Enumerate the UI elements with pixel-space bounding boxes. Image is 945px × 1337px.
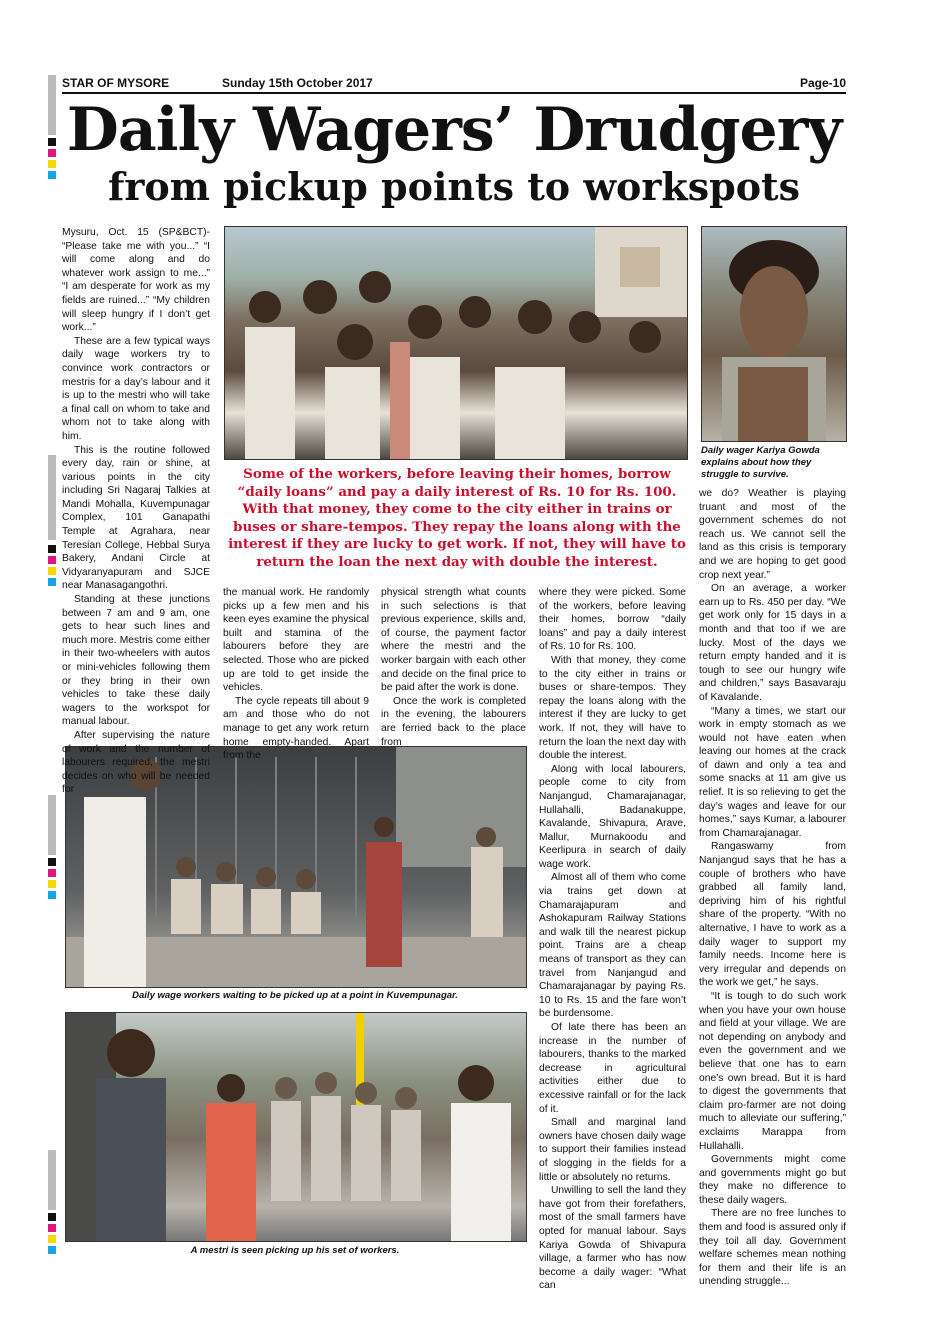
paragraph: Governments might come and governments might go but they make no difference to these daily wagers. xyxy=(699,1154,846,1206)
paragraph: There are no free lunches to them and food is assured only if they toil all day. Government welfare schemes mean nothing for them and their life is an unending struggle... xyxy=(699,1208,846,1288)
registration-mark xyxy=(48,858,56,866)
paragraph: Small and marginal land owners have chosen daily wage to support their families instead of slogging in the fields for a little or absolutely no returns. xyxy=(539,1117,686,1183)
article-column-2 xyxy=(223,586,369,763)
registration-mark xyxy=(48,138,56,146)
article-column-3 xyxy=(381,586,526,749)
photo-kariya-gowda xyxy=(701,226,847,442)
paragraph: Standing at these junctions between 7 am and 9 am, one gets to hear such lines and much more. Mestris come either in their two-wheelers with autos or mini-vehicles following them or they bring in their own vehicles to take these daily wagers to the workspot for manual labour. xyxy=(62,594,210,728)
registration-mark xyxy=(48,545,56,553)
registration-bar xyxy=(48,795,56,855)
registration-mark xyxy=(48,1213,56,1221)
caption-mestri: A mestri is seen picking up his set of workers. xyxy=(190,1245,400,1256)
registration-bar xyxy=(48,455,56,540)
headline: Daily Wagers’ Drudgery xyxy=(66,95,842,165)
article-column-1 xyxy=(62,226,210,797)
registration-mark xyxy=(48,567,56,575)
paragraph: With that money, they come to the city either in trains or buses or share-tempos. They repay the loans along with the interest if they are lucky to get work. If not, they will have to return the loan the next day with double the interest. xyxy=(539,654,686,762)
paragraph: Almost all of them who come via trains get down at Chamarajapuram and Ashokapuram Railway Stations and walk till the nearest pickup point. Trains are a cheap means of transport as they can travel from Nanjangud and Chamarajanagar by paying Rs. 10 to Rs. 15 and the fare won’t be burdensome. xyxy=(539,872,686,1020)
registration-mark xyxy=(48,556,56,564)
paragraph: Rangaswamy from Nanjangud says that he has a couple of brothers who have grabbed all family land, depriving him of his rightful share of the property. “With no alternative, I have to work as a daily wager to support my family needs. Income here is very irregular and depends on the work we get,” he says. xyxy=(699,841,846,989)
page-header xyxy=(62,75,846,94)
subheadline: from pickup points to workspots xyxy=(108,164,800,209)
paragraph: Unwilling to sell the land they have got from their forefathers, most of the small farmers have opted for manual labour. Says Kariya Gowda of Shivapura village, a farmer who has now become a daily wager: “What can xyxy=(539,1185,686,1292)
pull-quote: Some of the workers, before leaving their homes, borrow “daily loans” and pay a daily interest of Rs. 10 for Rs. 100. With that money, they come to the city either in trains or buses or share-tempos. They repay the loans along with the interest if they are lucky to get work. If not, they will have to return the loan the next day with double the interest. xyxy=(228,466,686,570)
registration-mark xyxy=(48,869,56,877)
paragraph: Mysuru, Oct. 15 (SP&BCT)- “Please take me with you...” “I will come along and do whatever work assign to me...” “I am desperate for work as my fields are ruined...” “My children will sleep hungry if I don’t get work...” xyxy=(62,227,210,334)
article-column-5 xyxy=(699,487,846,1289)
paragraph: where they were picked. Some of the workers, before leaving their homes, borrow “daily loans” and pay a daily interest of Rs. 10 for Rs. 100. xyxy=(539,587,686,653)
paragraph: physical strength what counts in such selections is that previous experience, skills and, of course, the payment factor where the mestri and the worker bargain with each other and decide on the final price to be paid after the work is done. xyxy=(381,587,526,694)
photo-mestri-pickup xyxy=(65,1012,527,1242)
paragraph: the manual work. He randomly picks up a few men and his keen eyes examine the physical built and stamina of the labourers before they are selected. Those who are picked up are told to get inside the vehicles. xyxy=(223,587,369,694)
registration-mark xyxy=(48,1224,56,1232)
issue-date: Sunday 15th October 2017 xyxy=(222,76,373,90)
registration-mark xyxy=(48,891,56,899)
paragraph: Once the work is completed in the evening, the labourers are ferried back to the place from xyxy=(381,695,526,748)
paragraph: On an average, a worker earn up to Rs. 450 per day. “We get work only for 15 days in a month and that too if we are lucky. Most of the days we return empty handed and it is tough to see our hungry wife and children,” says Basavaraju of Kavalande. xyxy=(699,583,846,703)
paragraph: Of late there has been an increase in the number of labourers, thanks to the marked decrease in agricultural activities either due to excessive rainfall or for the lack of it. xyxy=(539,1022,686,1115)
registration-mark xyxy=(48,880,56,888)
registration-mark xyxy=(48,1246,56,1254)
paragraph: we do? Weather is playing truant and most of the government schemes do not reach us. We cannot sell the land as this crisis is temporary and we are hoping to get good crop next year.” xyxy=(699,488,846,581)
registration-mark xyxy=(48,160,56,168)
paragraph: These are a few typical ways daily wage workers try to convince work contractors or mestris for a day’s labour and it is up to the mestri who will take a final call on whom to take and whom not to take along with him. xyxy=(62,335,210,442)
photo-workers-group xyxy=(224,226,688,460)
registration-bar xyxy=(48,1150,56,1210)
paragraph: “It is tough to do such work when you have your own house and field at your village. We are not depending on anybody and even the government and we believe that one has to earn one’s own bread. But it is hard to digest the governments that claim pro-farmer are not doing much to alleviate our suffering,” exclaims Marappa from Hullahalli. xyxy=(699,990,846,1152)
caption-kariya: Daily wager Kariya Gowda explains about how they struggle to survive. xyxy=(701,445,820,480)
paragraph: “Many a times, we start our work in empty stomach as we would not have eaten when leaving our homes at the crack of dawn and only a tea and some snacks at 11 am give us relief. It is so relieving to get the day’s wages and leave for our homes,” says Kumar, a labourer from Chamarajanagar. xyxy=(699,705,846,839)
registration-mark xyxy=(48,578,56,586)
registration-mark xyxy=(48,149,56,157)
registration-mark xyxy=(48,1235,56,1243)
article-column-4 xyxy=(539,586,686,1293)
paragraph: This is the routine followed every day, rain or shine, at various points in the city including Sri Nagaraj Talkies at Mandi Mohalla, Kuvempunagar Complex, 101 Ganapathi Temple at Agrahara, near Teresian College, Hebbal Surya Bakery, Andani Circle at Vidyaranyapuram and SJCE near Manasagangothri. xyxy=(62,444,210,592)
publication-name: STAR OF MYSORE xyxy=(62,76,170,90)
caption-kuvempunagar: Daily wage workers waiting to be picked up at a point in Kuvempunagar. xyxy=(132,990,458,1001)
registration-mark xyxy=(48,171,56,179)
paragraph: The cycle repeats till about 9 am and those who do not manage to get any work return home empty-handed. Apart from the xyxy=(223,695,369,762)
paragraph: After supervising the nature of work and the number of labourers required, the mestri decides on who will be needed for xyxy=(62,729,210,796)
registration-bar xyxy=(48,75,56,135)
paragraph: Along with local labourers, people come to city from Nanjangud, Chamarajanagar, Hullahalli, Badanakuppe, Kavalande, Shivapura, Arave, Mallur, Murnakoodu and Keerlipura in search of daily wage work. xyxy=(539,763,686,870)
page-number: Page-10 xyxy=(799,76,846,90)
